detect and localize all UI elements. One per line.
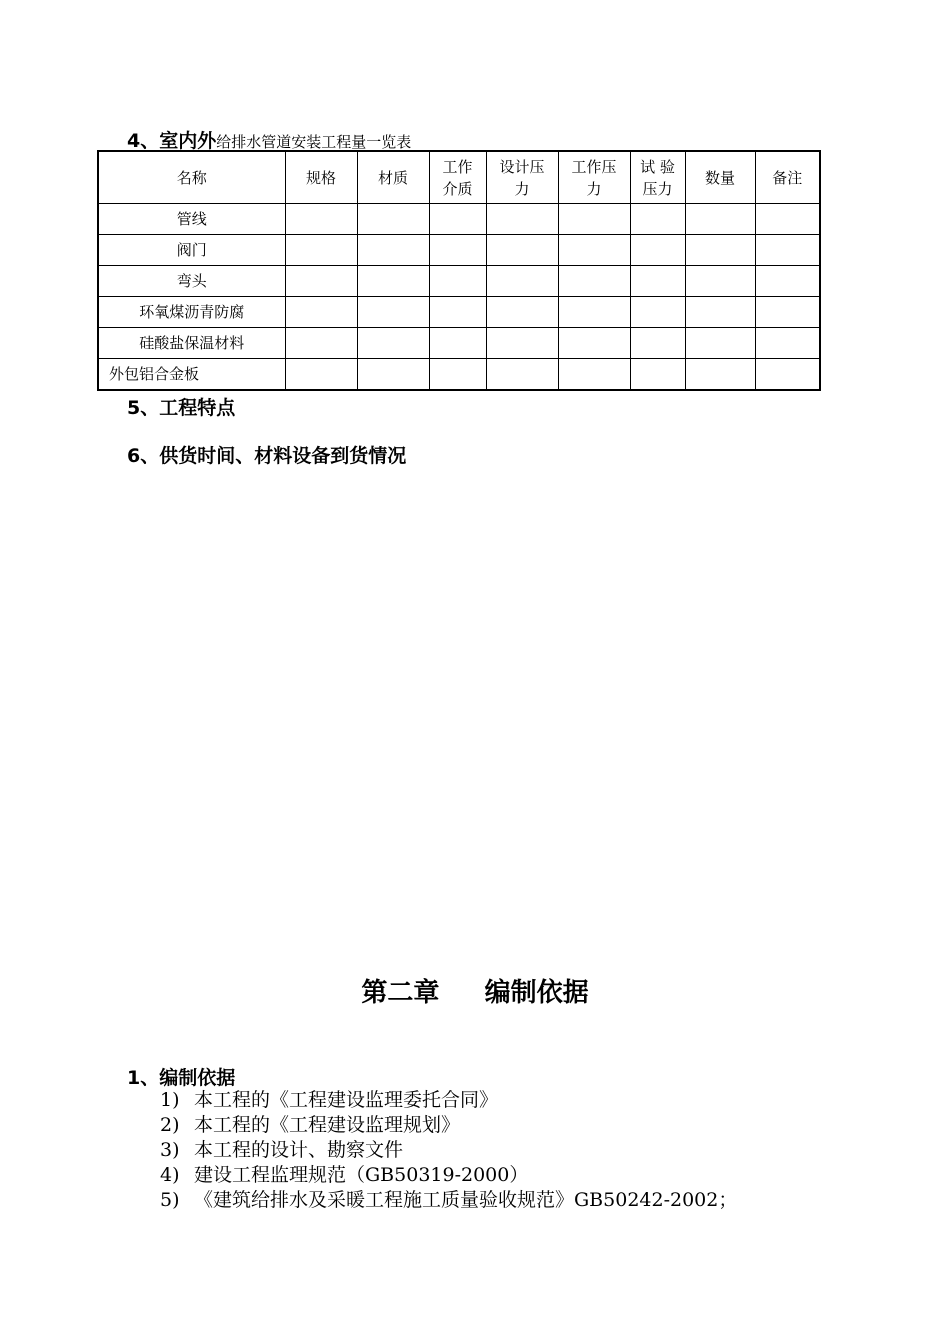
list-item: 1) 本工程的《工程建设监理委托合同》: [160, 1089, 499, 1111]
row-name: 管线: [98, 204, 285, 235]
row-name: 弯头: [98, 266, 285, 297]
row-name: 外包铝合金板: [98, 359, 285, 391]
list-item: 5) 《建筑给排水及采暖工程施工质量验收规范》GB50242-2002；: [160, 1189, 738, 1211]
table-header-row: [98, 151, 820, 204]
header-spec: 规格: [285, 151, 357, 204]
header-quantity: 数量: [685, 151, 755, 204]
table-row: [98, 204, 820, 235]
header-working-pressure: 工作压 力: [558, 151, 630, 204]
header-test-pressure: 试 验 压力: [630, 151, 685, 204]
list-item: 3) 本工程的设计、勘察文件: [160, 1139, 404, 1161]
row-name: 阀门: [98, 235, 285, 266]
section-4-subtitle: 给排水管道安装工程量一览表: [216, 133, 412, 151]
chapter-title: 第二章 编制依据: [361, 978, 589, 1008]
reference-list: [160, 1088, 737, 1213]
section-6-heading: 6、供货时间、材料设备到货情况: [127, 445, 407, 467]
row-name: 硅酸盐保温材料: [98, 328, 285, 359]
basis-heading: 1、编制依据: [127, 1067, 236, 1089]
header-medium: 工作 介质: [429, 151, 486, 204]
table-row: [98, 235, 820, 266]
table-row: [98, 297, 820, 328]
section-4-number: 4、: [127, 130, 160, 152]
table-row: [98, 359, 820, 391]
table-row: [98, 328, 820, 359]
table-row: [98, 266, 820, 297]
quantity-table: [97, 150, 821, 391]
section-4-heading: [127, 126, 411, 153]
section-4-title: 室内外: [159, 130, 217, 152]
header-name: 名称: [98, 151, 285, 204]
header-material: 材质: [357, 151, 429, 204]
header-remarks: 备注: [755, 151, 820, 204]
list-item: 4) 建设工程监理规范（GB50319-2000）: [160, 1164, 529, 1186]
list-item: 2) 本工程的《工程建设监理规划》: [160, 1114, 461, 1136]
section-5-heading: 5、工程特点: [127, 397, 236, 419]
header-design-pressure: 设计压 力: [486, 151, 558, 204]
row-name: 环氧煤沥青防腐: [98, 297, 285, 328]
